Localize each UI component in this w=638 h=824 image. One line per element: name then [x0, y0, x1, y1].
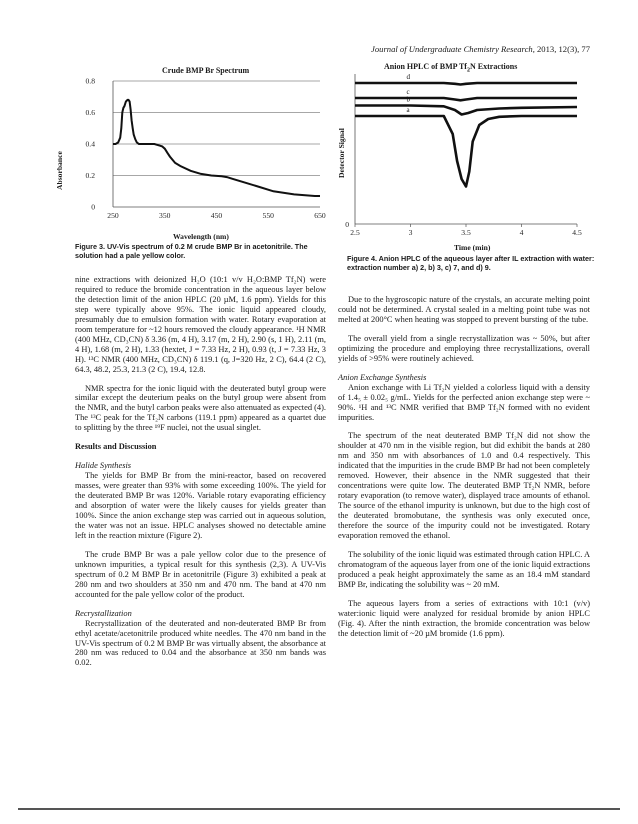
left-paragraph-4: The crude BMP Br was a pale yellow color due to the presence of unknown impurities, a typical result for this synthesis (2,3). A UV-Vis spectrum of 0.2 M BMP Br in acetonitrile (Figure 3) exhibited a peak at 280 nm and two shoulders at 350 nm and 470 nm. The band at 470 nm accounted for the pale yellow color of the product.	[75, 549, 326, 599]
left-paragraph-5: Recrystallization of the deuterated and non-deuterated BMP Br from ethyl acetate/acetonitrile produced white needles. The 470 nm band in the UV-Vis spectrum of 0.2 M BMP Br was virtually absent, the absorbance at 280 nm was reduced to 0.04 and the absorbance at 350 nm bands was 0.02.	[75, 618, 326, 668]
x-tick-label: 2.5	[350, 228, 360, 237]
y-tick-label: 0.4	[85, 139, 95, 149]
series-label-a: a	[406, 106, 410, 114]
right-paragraph-6: The aqueous layers from a series of extractions with 10:1 (v/v) water:ionic liquid were analyzed for residual bromide by anion HPLC (Fig. 4). After the ninth extraction, the bromide concentration was below the detection limit of ~20 µM bromide (1.6 ppm).	[338, 598, 590, 638]
x-tick-label: 450	[210, 211, 223, 220]
running-header	[300, 44, 590, 54]
x-tick-label: 3.5	[461, 228, 471, 237]
right-paragraph-5: The solubility of the ionic liquid was estimated through cation HPLC. A chromatogram of the aqueous layer from one of the ionic liquid extractions produced a peak height approximately the same as an 18.4 mM standard BMP Br, indicating the solubility was ~ 20 mM.	[338, 549, 590, 589]
y-tick-label: 0	[91, 202, 95, 212]
figure4-chart	[345, 72, 595, 244]
chromatogram-c	[355, 98, 577, 100]
figure4-ylabel: Detector Signal	[337, 128, 346, 178]
page-bottom-rule	[18, 808, 620, 810]
right-paragraph-2: The overall yield from a single recrystallization was ~ 50%, but after optimizing the procedure and employing three recrystallizations, overall yields of >95% were routinely achieved.	[338, 333, 590, 363]
right-paragraph-3: Anion exchange with Li Tf₂N yielded a colorless liquid with a density of 1.4₅ ± 0.02₅ g/mL. Yields for the perfected anion exchange step were ~ 90%. ¹H and ¹³C NMR verified that BMP Tf₂N formed with no evident impurities.	[338, 382, 590, 422]
left-paragraph-1: nine extractions with deionized H₂O (10:1 v/v H₂O:BMP Tf₂N) were required to reduce the bromide concentration in the aqueous layer below the detection limit of the anion HPLC (20 µM, 1.6 ppm). Yields for this step were typically above 95%. The ionic liquid appeared cloudy, presumably due to emulsion formation with water. Rotary evaporation at room temperature for ~12 hours removed the cloudy appearance. ¹H NMR (400 MHz, CD₃CN) δ 3.36 (m, 4 H), 3.17 (m, 2 H), 2.90 (s, 1 H), 2.11 (m, 4 H), 1.68 (m, 2 H), 1.33 (hextet, J = 7.33 Hz, 2 H), 0.93 (t, J = 7.33 Hz, 3 H). ¹³C NMR (400 MHz, CD₃CN) δ 119.1 (q, J=320 Hz, 2 C), 64.4 (2 C), 64.3, 48.2, 25.3, 21.3 (2 C), 19.4, 12.8.	[75, 275, 326, 374]
right-paragraph-1: Due to the hygroscopic nature of the crystals, an accurate melting point could not be determined. A crystal sealed in a melting point tube was not melted at 200°C when heating was stopped to prevent bursting of the tube.	[338, 295, 590, 324]
y-tick-label: 0.6	[85, 108, 95, 117]
figure3-chart	[70, 76, 340, 251]
series-label-b: b	[406, 95, 410, 104]
x-tick-label: 3	[408, 228, 413, 237]
x-tick-label: 350	[159, 211, 171, 220]
spectrum-line	[113, 100, 320, 196]
figure3-ylabel: Absorbance	[55, 151, 64, 190]
figure3-xlabel: Wavelength (nm)	[173, 232, 229, 241]
y-tick-label: 0.8	[85, 76, 95, 86]
journal-citation: , 2013, 12(3), 77	[532, 44, 590, 54]
series-label-d: d	[406, 73, 410, 81]
x-tick-label: 650	[314, 211, 326, 220]
journal-name: Journal of Undergraduate Chemistry Research	[371, 44, 533, 54]
y-tick-label: 0	[345, 220, 349, 229]
x-tick-label: 550	[262, 211, 274, 220]
right-paragraph-4: The spectrum of the neat deuterated BMP Tf₂N did not show the shoulder at 470 nm in the visible region, but did exhibit the bands at 280 nm and 350 nm with absorbances of 1.0 and 0.4 respectively. This indicated that the impurities in the crude BMP Br had not been completely removed. However, their absence in the NMR suggested that their concentrations were quite low. The deuterated BMP Tf₂N NMR, before rotary evaporation (to remove water), displayed trace amounts of ethanol. The source of the ethanol impurity is unknown, but due to the high cost of the deuterated bromobutane, the synthesis was only executed once, therefore the source of the impurity could not be investigated. Rotary evaporation removed the ethanol.	[338, 431, 590, 541]
x-tick-label: 4.5	[572, 228, 582, 237]
subheading-halide-synthesis: Halide Synthesis	[75, 461, 132, 471]
figure4-caption: Figure 4. Anion HPLC of the aqueous layer after IL extraction with water: extraction number a) 2, b) 3, c) 7, and d) 9.	[347, 254, 595, 273]
right-column	[338, 295, 590, 639]
figure3-caption: Figure 3. UV-Vis spectrum of 0.2 M crude BMP Br in acetonitrile. The solution had a pale yellow color.	[75, 242, 308, 261]
figure3-title: Crude BMP Br Spectrum	[162, 66, 250, 75]
subheading-anion-exchange: Anion Exchange Synthesis	[338, 372, 427, 382]
y-tick-label: 0.2	[85, 171, 95, 180]
left-paragraph-3: The yields for BMP Br from the mini-reactor, based on recovered masses, were greater than 93% with some exceeding 100%. The yield for the deuterated BMP Br was 120%. Variable rotary evaporating efficiency and absorption of water were the likely causes for yields greater than 100%. Since the anion exchange step was carried out in aqueous solution, the water was not an issue. HPLC analyses showed no detectable amine left in the reaction mixture (Figure 2).	[75, 471, 326, 540]
figure4-title: Anion HPLC of BMP $Tf_2N$ Extractions	[384, 62, 518, 74]
section-heading-results: Results and Discussion	[75, 442, 157, 452]
figure4-xlabel: Time (min)	[454, 243, 491, 252]
x-tick-label: 4	[519, 228, 524, 237]
chromatogram-a	[355, 116, 577, 187]
chromatogram-b	[355, 106, 577, 115]
chromatogram-d	[355, 83, 577, 85]
series-label-c: c	[406, 88, 410, 96]
left-paragraph-2: NMR spectra for the ionic liquid with the deuterated butyl group were similar except the deuterium peaks on the butyl group were absent from the NMR, and the butyl carbon peaks were also attenuated as expected (4). The ¹³C peak for the Tf₂N carbons (119.1 ppm) appeared as a quartet due to splitting by the three ¹⁹F nuclei, not the usual singlet.	[75, 383, 326, 433]
left-column	[75, 275, 326, 668]
x-tick-label: 250	[107, 211, 119, 220]
subheading-recrystallization: Recrystallization	[75, 608, 132, 618]
